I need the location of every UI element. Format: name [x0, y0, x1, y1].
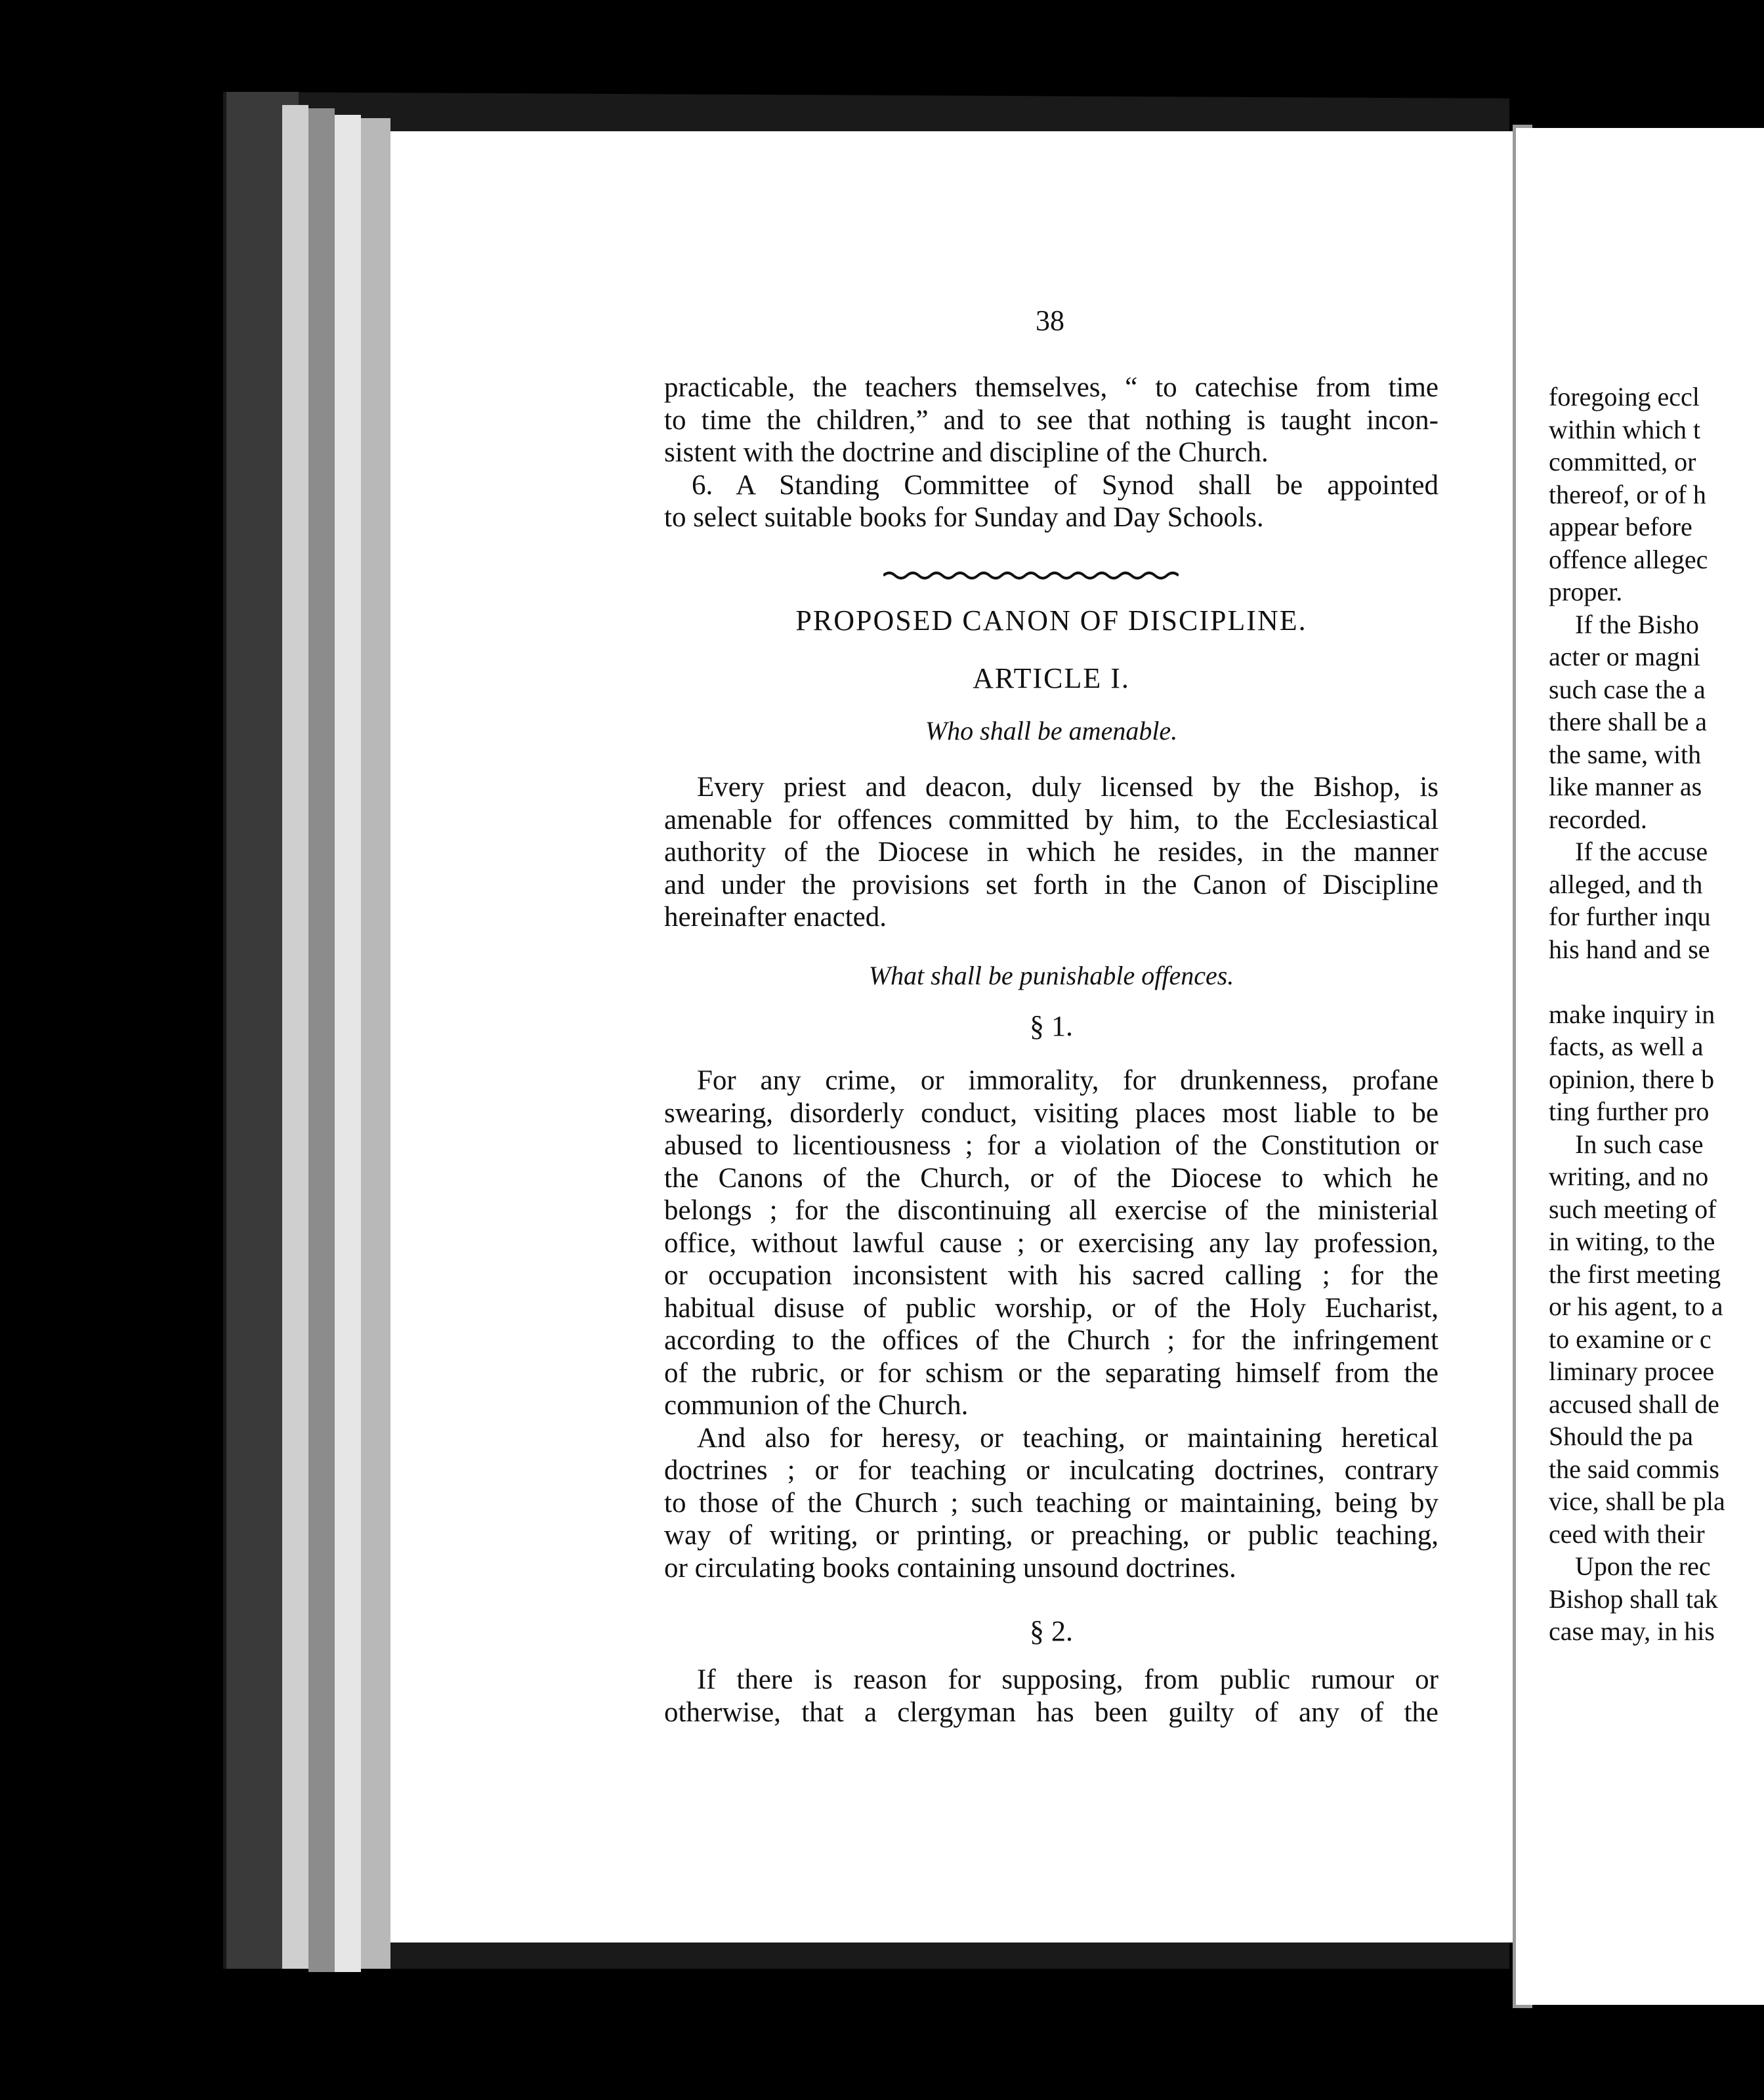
right-line: like manner as: [1549, 772, 1702, 801]
right-line: Upon the rec: [1575, 1551, 1711, 1581]
section-1-line: according to the offices of the Church ; for the infringement: [664, 1325, 1438, 1356]
section-1-line: For any crime, or immorality, for drunkenness, profane: [697, 1065, 1438, 1096]
intro-paragraph: [664, 371, 1438, 534]
right-line: in witing, to the: [1549, 1227, 1715, 1256]
section-2-mark: § 2.: [1030, 1615, 1073, 1647]
intro-line: to select suitable books for Sunday and Day Schools.: [664, 502, 1264, 533]
right-line: ceed with their: [1549, 1519, 1705, 1549]
right-line: opinion, there b: [1549, 1064, 1715, 1094]
amenable-line: and under the provisions set forth in the Canon of Discipline: [664, 869, 1438, 900]
section-1-line: the Canons of the Church, or of the Diocese to which he: [664, 1162, 1438, 1194]
section-1-paragraph: [664, 1064, 1438, 1584]
right-line: ting further pro: [1549, 1097, 1710, 1126]
section-1-line: or occupation inconsistent with his sacred calling ; for the: [664, 1260, 1438, 1291]
right-line: case may, in his: [1549, 1616, 1715, 1646]
article-title: ARTICLE I.: [973, 662, 1130, 694]
right-line: alleged, and th: [1549, 869, 1703, 899]
right-line: offence allegec: [1549, 544, 1708, 574]
section-1-line: to those of the Church ; such teaching or maintaining, being by: [664, 1487, 1438, 1519]
right-line: Bishop shall tak: [1549, 1584, 1718, 1614]
intro-line: sistent with the doctrine and discipline of the Church.: [664, 437, 1269, 468]
intro-line: to time the children,” and to see that nothing is taught incon-: [664, 404, 1438, 436]
subheading-offences: What shall be punishable offences.: [868, 961, 1234, 990]
intro-line: practicable, the teachers themselves, “ to catechise from time: [664, 372, 1438, 403]
right-line: writing, and no: [1549, 1162, 1709, 1191]
right-line: for further inqu: [1549, 902, 1711, 931]
right-line: there shall be a: [1549, 707, 1707, 736]
right-line: the first meeting: [1549, 1259, 1721, 1289]
right-line: make inquiry in: [1549, 999, 1715, 1029]
amenable-line: Every priest and deacon, duly licensed by the Bishop, is: [697, 772, 1438, 803]
right-line: such meeting of: [1549, 1194, 1717, 1224]
section-2-line: otherwise, that a clergyman has been guilty of any of the: [664, 1696, 1438, 1728]
section-1-line: doctrines ; or for teaching or inculcating doctrines, contrary: [664, 1455, 1438, 1486]
section-1-mark: § 1.: [1030, 1010, 1073, 1042]
right-line: committed, or: [1549, 447, 1696, 476]
decorative-rule: [883, 570, 1179, 581]
right-line: If the Bisho: [1575, 609, 1699, 639]
right-line: appear before: [1549, 512, 1692, 541]
right-line: Should the pa: [1549, 1421, 1693, 1451]
canon-title: PROPOSED CANON OF DISCIPLINE.: [795, 604, 1307, 637]
section-2-paragraph: [664, 1664, 1438, 1729]
right-line: [1549, 965, 1764, 998]
section-1-line: of the rubric, or for schism or the separating himself from the: [664, 1357, 1438, 1389]
section-1-line: belongs ; for the discontinuing all exercise of the ministerial: [664, 1195, 1438, 1226]
section-1-line: habitual disuse of public worship, or of the Holy Eucharist,: [664, 1292, 1438, 1324]
amenable-line: authority of the Diocese in which he resides, in the manner: [664, 837, 1438, 868]
right-line: within which t: [1549, 414, 1701, 444]
right-line: his hand and se: [1549, 934, 1710, 964]
page-number: 38: [1036, 304, 1064, 337]
right-line: In such case: [1575, 1129, 1704, 1159]
section-1-line: or circulating books containing unsound doctrines.: [664, 1552, 1236, 1584]
right-line: acter or magni: [1549, 642, 1700, 671]
intro-line: 6. A Standing Committee of Synod shall be appointed: [692, 469, 1438, 501]
right-line: the same, with: [1549, 739, 1702, 769]
right-line: recorded.: [1549, 804, 1647, 834]
right-line: or his agent, to a: [1549, 1292, 1723, 1321]
right-line: accused shall de: [1549, 1389, 1719, 1419]
section-2-line: If there is reason for supposing, from public rumour or: [697, 1664, 1438, 1695]
right-line: liminary procee: [1549, 1356, 1715, 1386]
right-line: to examine or c: [1549, 1324, 1712, 1354]
right-page-text: [1549, 381, 1764, 1648]
section-1-line: communion of the Church.: [664, 1390, 969, 1421]
right-line: vice, shall be pla: [1549, 1486, 1725, 1516]
amenable-line: amenable for offences committed by him, to the Ecclesiastical: [664, 804, 1438, 835]
subheading-amenable: Who shall be amenable.: [925, 716, 1178, 746]
right-line: such case the a: [1549, 674, 1706, 704]
section-1-line: And also for heresy, or teaching, or maintaining heretical: [697, 1422, 1438, 1454]
right-page-cropped: [1516, 128, 1764, 2005]
section-1-line: swearing, disorderly conduct, visiting places most liable to be: [664, 1097, 1438, 1129]
right-line: the said commis: [1549, 1454, 1719, 1484]
right-line: proper.: [1549, 577, 1623, 606]
right-line: foregoing eccl: [1549, 382, 1700, 411]
right-line: facts, as well a: [1549, 1032, 1704, 1061]
section-1-line: abused to licentiousness ; for a violation of the Constitution or: [664, 1130, 1438, 1161]
amenable-paragraph: [664, 771, 1438, 934]
section-1-line: way of writing, or printing, or preaching, or public teaching,: [664, 1520, 1438, 1551]
section-1-line: office, without lawful cause ; or exercising any lay profession,: [664, 1227, 1438, 1259]
right-line: If the accuse: [1575, 837, 1708, 866]
right-line: thereof, or of h: [1549, 479, 1706, 509]
amenable-line: hereinafter enacted.: [664, 902, 887, 933]
